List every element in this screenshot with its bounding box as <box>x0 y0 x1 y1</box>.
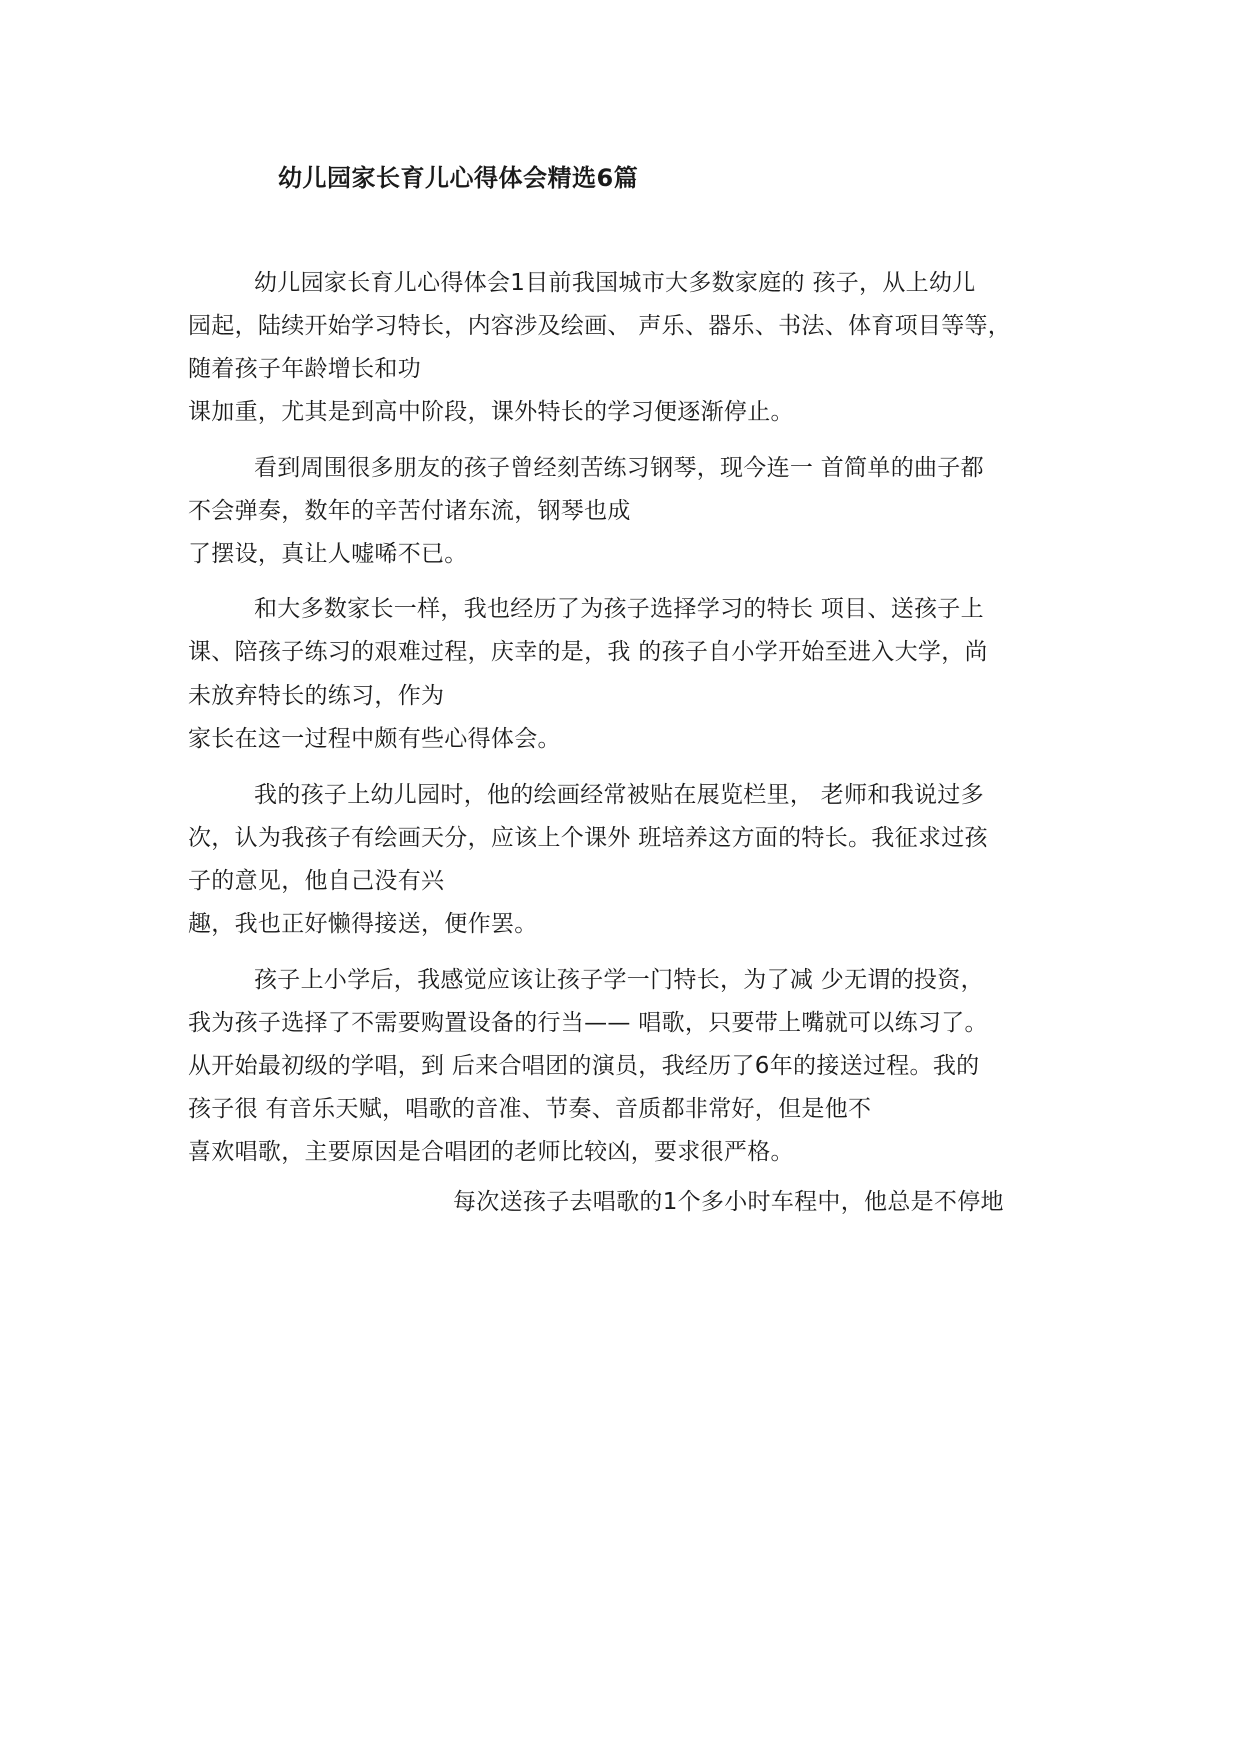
paragraph-line: 每次送孩子去唱歌的1个多小时车程中，他总是不停地 <box>453 1189 1004 1215</box>
paragraph-line: 随着孩子年龄增长和功 <box>188 356 421 382</box>
paragraph-line: 次，认为我孩子有绘画天分，应该上个课外 班培养这方面的特长。我征求过孩 <box>188 825 988 851</box>
paragraph-line: 幼儿园家长育儿心得体会1目前我国城市大多数家庭的 孩子，从上幼儿 <box>254 270 976 296</box>
paragraph-line: 趣，我也正好懒得接送，便作罢。 <box>188 911 538 937</box>
page-title: 幼儿园家长育儿心得体会精选6篇 <box>278 164 639 192</box>
paragraph-line: 了摆设，真让人嘘唏不已。 <box>188 541 468 567</box>
paragraph-line: 课、陪孩子练习的艰难过程，庆幸的是，我 的孩子自小学开始至进入大学，尚 <box>188 639 988 665</box>
paragraph-line: 我为孩子选择了不需要购置设备的行当—— 唱歌，只要带上嘴就可以练习了。 <box>188 1010 988 1036</box>
paragraph-line: 不会弹奏，数年的辛苦付诸东流，钢琴也成 <box>188 498 631 524</box>
paragraph-line: 未放弃特长的练习，作为 <box>188 683 445 709</box>
paragraph-line: 园起，陆续开始学习特长，内容涉及绘画、 声乐、器乐、书法、体育项目等等， <box>188 313 1012 339</box>
paragraph-line: 家长在这一过程中颇有些心得体会。 <box>188 726 561 752</box>
paragraph-line: 子的意见，他自己没有兴 <box>188 868 445 894</box>
paragraph-line: 孩子很 有音乐天赋，唱歌的音准、节奏、音质都非常好，但是他不 <box>188 1096 872 1122</box>
paragraph-line: 课加重，尤其是到高中阶段，课外特长的学习便逐渐停止。 <box>188 399 794 425</box>
paragraph-line: 和大多数家长一样，我也经历了为孩子选择学习的特长 项目、送孩子上 <box>254 596 984 622</box>
paragraph-line: 孩子上小学后，我感觉应该让孩子学一门特长，为了减 少无谓的投资， <box>254 967 984 993</box>
paragraph-line: 喜欢唱歌，主要原因是合唱团的老师比较凶，要求很严格。 <box>188 1139 794 1165</box>
paragraph-line: 看到周围很多朋友的孩子曾经刻苦练习钢琴，现今连一 首简单的曲子都 <box>254 455 984 481</box>
paragraph-line: 从开始最初级的学唱，到 后来合唱团的演员，我经历了6年的接送过程。我的 <box>188 1053 980 1079</box>
paragraph-line: 我的孩子上幼儿园时，他的绘画经常被贴在展览栏里， 老师和我说过多 <box>254 782 984 808</box>
